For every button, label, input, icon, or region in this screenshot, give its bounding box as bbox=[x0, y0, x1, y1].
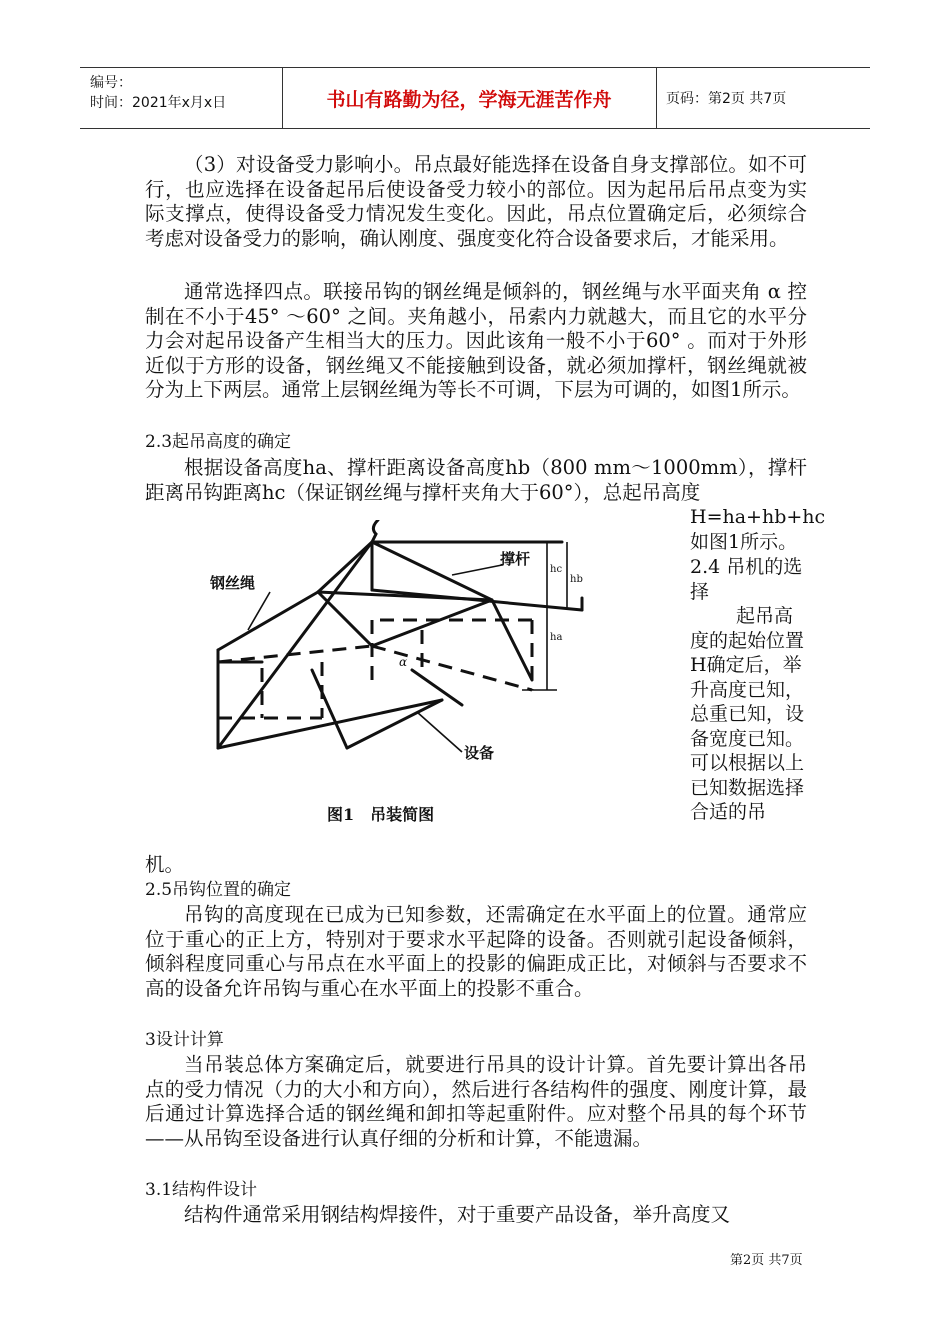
paragraph-force-impact: （3）对设备受力影响小。吊点最好能选择在设备自身支撑部位。如不可行，也应选择在设备起吊后使设备受力较小的部位。因为起吊后吊点变为实际支撑点，使得设备受力情况发生变化。因此，吊点位置确定后，必须综合考虑对设备受力的影响，确认刚度、强度变化符合设备要求后，才能采用。 bbox=[145, 153, 807, 250]
heading-3-1: 3.1结构件设计 bbox=[145, 1180, 258, 1200]
number-label: 编号： bbox=[90, 75, 132, 91]
side-formula: H=ha+hb+hc如图1所示。 bbox=[690, 506, 826, 553]
lifting-diagram bbox=[192, 520, 672, 838]
time-label: 时间：2021年x月x日 bbox=[90, 95, 227, 111]
label-strut: 撑杆 bbox=[500, 550, 531, 568]
figure-caption: 图1 吊装简图 bbox=[327, 805, 435, 824]
header-meta bbox=[90, 73, 226, 113]
paragraph-four-points: 通常选择四点。联接吊钩的钢丝绳是倾斜的，钢丝绳与水平面夹角 α 控制在不小于45° ～60° 之间。夹角越小，吊索内力就越大，而且它的水平分力会对起吊设备产生相当大的压力。因此该角一般不小于60° 。而对于外形近似于方形的设备，钢丝绳又不能接触到设备，就必须加撑杆，钢丝绳就被分为上下两层。通常上层钢丝绳为等长不可调，下层为可调的，如图1所示。 bbox=[145, 280, 807, 402]
heading-2-3: 2.3起吊高度的确定 bbox=[145, 432, 292, 452]
label-rope: 钢丝绳 bbox=[210, 574, 256, 592]
header-motto: 书山有路勤为径，学海无涯苦作舟 bbox=[326, 89, 612, 111]
heading-3: 3设计计算 bbox=[145, 1030, 224, 1050]
label-hc: hc bbox=[550, 564, 563, 575]
label-ha: ha bbox=[550, 632, 563, 643]
paragraph-structural-parts: 结构件通常采用钢结构焊接件，对于重要产品设备，举升高度又 bbox=[184, 1203, 731, 1226]
paragraph-hook-position: 吊钩的高度现在已成为已知参数，还需确定在水平面上的位置。通常应位于重心的正上方，特别对于要求水平起降的设备。否则就引起设备倾斜，倾斜程度同重心与吊点在水平面上的投影的偏距成正比，对倾斜与否要求不高的设备允许吊钩与重心在水平面上的投影不重合。 bbox=[145, 903, 807, 1000]
heading-2-5: 2.5吊钩位置的确定 bbox=[145, 880, 292, 900]
page-footer: 第2页 共7页 bbox=[730, 1253, 803, 1268]
label-equipment: 设备 bbox=[464, 744, 495, 762]
paragraph-design-calc: 当吊装总体方案确定后，就要进行吊具的设计计算。首先要计算出各吊点的受力情况（力的大小和方向），然后进行各结构件的强度、刚度计算，最后通过计算选择合适的钢丝绳和卸扣等起重附件。应对整个吊具的每个环节——从吊钩至设备进行认真仔细的分析和计算，不能遗漏。 bbox=[145, 1053, 807, 1150]
hook-icon bbox=[372, 520, 378, 542]
paragraph-crane-end: 机。 bbox=[145, 853, 185, 876]
header-page-info: 页码：第2页 共7页 bbox=[666, 91, 787, 107]
paragraph-lift-height: 根据设备高度ha、撑杆距离设备高度hb（800 mm～1000mm），撑杆距离吊钩距离hc（保证钢丝绳与撑杆夹角大于60°），总起吊高度 bbox=[145, 456, 807, 504]
side-crane-selection: 起吊高度的起始位置H确定后，举升高度已知，总重已知，设备宽度已知。可以根据以上已知数据选择合适的吊 bbox=[690, 605, 805, 823]
page-header bbox=[80, 67, 870, 129]
heading-2-4: 2.4 吊机的选择 bbox=[690, 556, 803, 603]
label-hb: hb bbox=[570, 574, 583, 585]
header-divider bbox=[656, 68, 657, 128]
label-alpha: α bbox=[399, 655, 408, 669]
